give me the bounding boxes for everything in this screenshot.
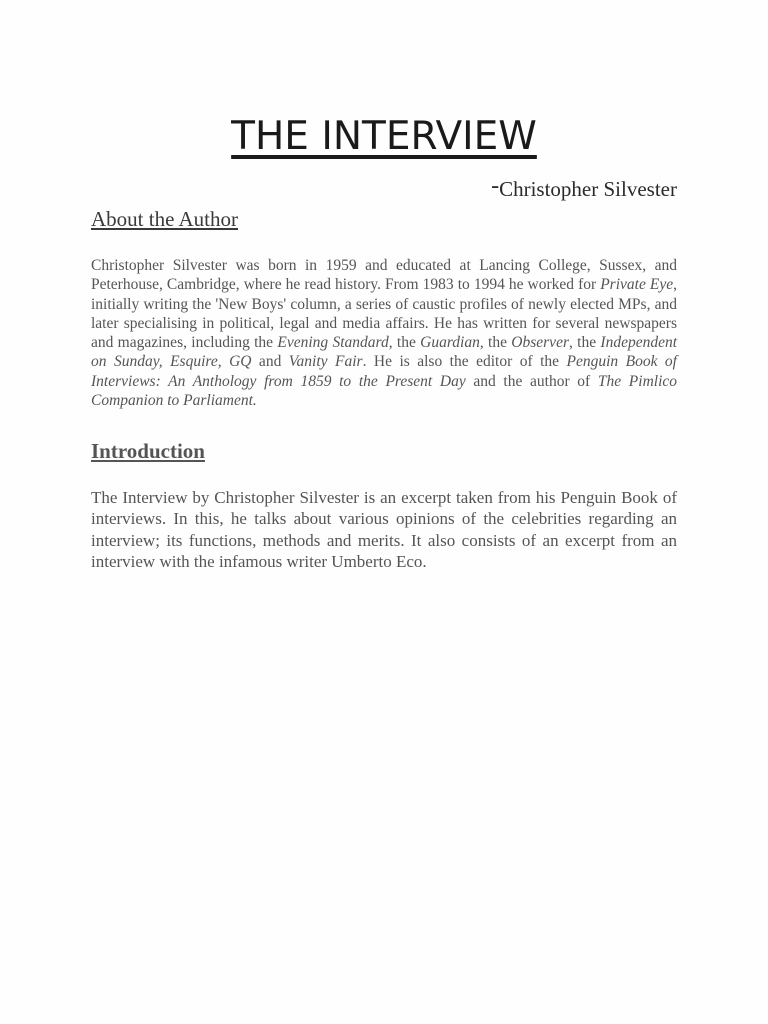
about-italic-segment: Penguin Book of Interviews: An Anthology from 1859 to the Present Day (91, 353, 677, 390)
about-italic-segment: Evening Standard (277, 334, 389, 352)
page-title (0, 112, 768, 162)
about-italic-segment: Private Eye (600, 276, 674, 294)
about-author-heading: About the Author (91, 207, 238, 231)
about-italic-segment: Vanity Fair (288, 353, 363, 371)
author-byline (491, 174, 677, 204)
about-author-paragraph (91, 256, 677, 410)
byline-dash: - (491, 173, 500, 199)
introduction-heading: Introduction (91, 439, 205, 463)
about-text-segment: and (251, 353, 289, 371)
about-italic-segment: Independent on Sunday, Esquire, GQ (91, 334, 678, 371)
about-text-segment: , initially writing the 'New Boys' column, a series of caustic profiles of newly elected MPs, and later specialising in political, legal and media affairs. He has written for several newspapers and magazines, including the (91, 276, 677, 352)
about-text-segment: , the (479, 334, 512, 352)
introduction-paragraph: The Interview by Christopher Silvester is an excerpt taken from his Penguin Book of interviews. In this, he talks about various opinions of the celebrities regarding an interview; its functions, methods and merits. It also consists of an excerpt from an interview with the infamous writer Umberto Eco. (91, 488, 677, 571)
about-text-segment: and the author of (465, 372, 598, 390)
about-italic-segment: Guardian (420, 334, 480, 352)
about-text-segment: , the (568, 334, 601, 352)
about-text-segment: . He is also the editor of the (362, 353, 567, 371)
about-italic-segment: Observer (511, 334, 569, 352)
byline-name: Christopher Silvester (499, 177, 677, 201)
about-text-segment: , the (388, 334, 421, 352)
about-text-segment: Christopher Silvester was born in 1959 and educated at Lancing College, Sussex, and Peterhouse, Cambridge, where he read history. From 1983 to 1994 he worked for (91, 257, 677, 294)
about-italic-segment: The Pimlico Companion to Parliament. (91, 372, 678, 410)
page-title-text: THE INTERVIEW (231, 114, 537, 159)
